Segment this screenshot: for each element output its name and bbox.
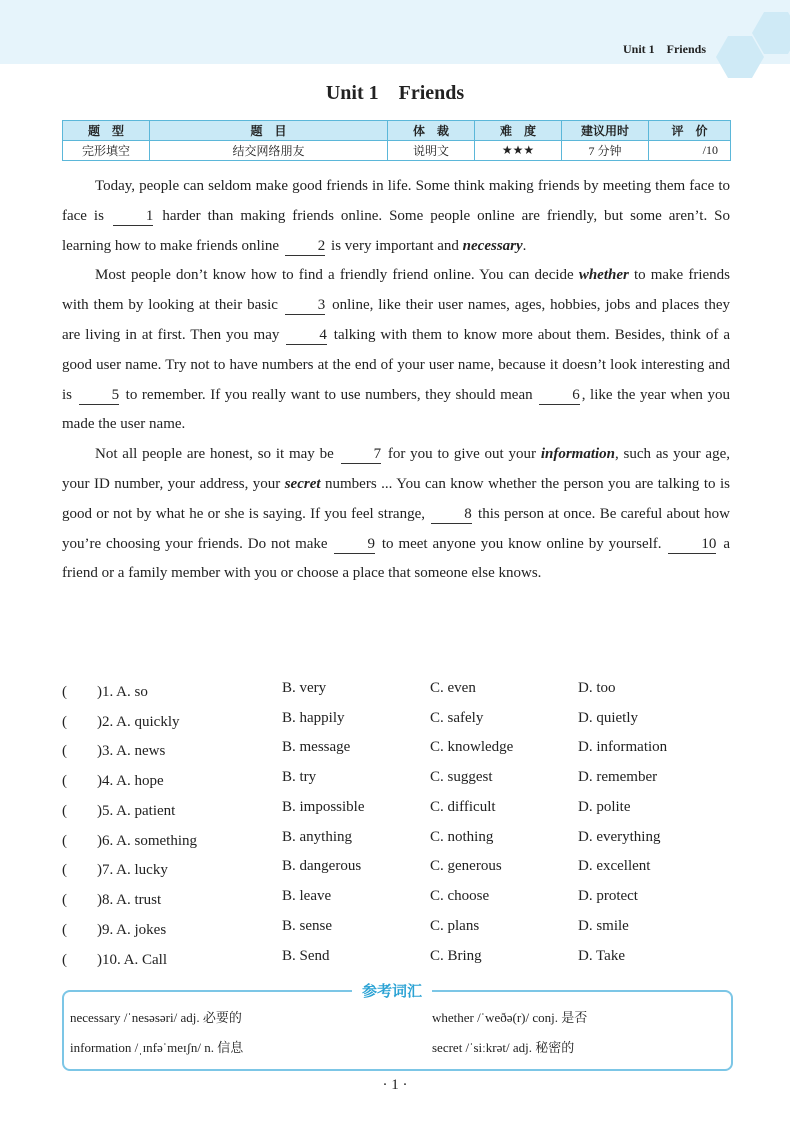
- question-row: [62, 918, 730, 942]
- question-option-d[interactable]: D. quietly: [578, 710, 638, 726]
- passage: [62, 172, 730, 589]
- question-option-d[interactable]: D. everything: [578, 829, 661, 845]
- question-row: [62, 888, 730, 912]
- question-option-a[interactable]: ( )4. A. hope: [62, 773, 164, 789]
- question-row: [62, 829, 730, 853]
- question-option-a[interactable]: ( )10. A. Call: [62, 952, 167, 968]
- blank-4[interactable]: 4: [286, 326, 327, 345]
- question-option-b[interactable]: B. Send: [282, 948, 330, 964]
- blank-7[interactable]: 7: [341, 445, 382, 464]
- table-cell: ★★★: [475, 141, 562, 161]
- keyword: whether: [578, 267, 629, 284]
- question-row: [62, 739, 730, 763]
- table-header: 题 型: [63, 121, 150, 141]
- paragraph-1: Today, people can seldom make good friends in life. Some think making friends by meeting them face to face is 1 harder than making friends online. Some people online are friendly, but some aren’t. So learning how to make friends online 2 is very important and necessary.: [62, 178, 730, 254]
- table-header: 难 度: [475, 121, 562, 141]
- question-option-a[interactable]: ( )8. A. trust: [62, 892, 162, 908]
- table-cell: 说明文: [388, 141, 475, 161]
- question-option-a[interactable]: ( )3. A. news: [62, 743, 166, 759]
- question-option-b[interactable]: B. happily: [282, 710, 345, 726]
- table-cell: 完形填空: [63, 141, 150, 161]
- keyword: information: [540, 446, 615, 463]
- question-option-c[interactable]: C. even: [430, 680, 476, 696]
- table-cell: /10: [649, 141, 731, 161]
- question-option-b[interactable]: B. message: [282, 739, 351, 755]
- vocabulary-title: 参考词汇: [352, 980, 432, 1001]
- question-option-d[interactable]: D. remember: [578, 769, 658, 785]
- question-option-b[interactable]: B. leave: [282, 888, 332, 904]
- question-option-d[interactable]: D. too: [578, 680, 616, 696]
- question-row: [62, 948, 730, 972]
- keyword: necessary: [462, 237, 523, 254]
- question-row: [62, 710, 730, 734]
- question-row: [62, 799, 730, 823]
- question-option-c[interactable]: C. difficult: [430, 799, 496, 815]
- blank-8[interactable]: 8: [431, 505, 472, 524]
- question-option-a[interactable]: ( )7. A. lucky: [62, 862, 168, 878]
- info-table: [62, 120, 731, 161]
- blank-5[interactable]: 5: [79, 386, 120, 405]
- question-option-c[interactable]: C. generous: [430, 858, 502, 874]
- running-head: Unit 1 Friends: [622, 42, 706, 56]
- vocab-item: secret /ˈsiːkrət/ adj. 秘密的: [432, 1040, 575, 1055]
- question-option-c[interactable]: C. knowledge: [430, 739, 514, 755]
- keyword: secret: [284, 475, 321, 492]
- question-option-c[interactable]: C. choose: [430, 888, 490, 904]
- blank-10[interactable]: 10: [668, 535, 716, 554]
- table-header: 题 目: [150, 121, 388, 141]
- question-option-d[interactable]: D. protect: [578, 888, 638, 904]
- page-number: · 1 ·: [382, 1077, 408, 1093]
- question-option-b[interactable]: B. anything: [282, 829, 352, 845]
- question-option-c[interactable]: C. safely: [430, 710, 484, 726]
- vocab-item: necessary /ˈnesəsəri/ adj. 必要的: [70, 1010, 242, 1025]
- question-option-d[interactable]: D. smile: [578, 918, 629, 934]
- question-option-b[interactable]: B. impossible: [282, 799, 365, 815]
- table-header: 体 裁: [388, 121, 475, 141]
- question-option-d[interactable]: D. information: [578, 739, 668, 755]
- question-option-b[interactable]: B. very: [282, 680, 327, 696]
- question-row: [62, 680, 730, 704]
- question-option-c[interactable]: C. plans: [430, 918, 480, 934]
- question-option-c[interactable]: C. Bring: [430, 948, 482, 964]
- page-title: Unit 1 Friends: [325, 82, 465, 104]
- blank-1[interactable]: 1: [113, 207, 154, 226]
- table-header: 评 价: [649, 121, 731, 141]
- vocab-item: information /ˌɪnfəˈmeɪʃn/ n. 信息: [70, 1040, 244, 1055]
- question-option-c[interactable]: C. suggest: [430, 769, 493, 785]
- blank-2[interactable]: 2: [285, 237, 326, 256]
- question-option-b[interactable]: B. try: [282, 769, 317, 785]
- table-cell: 结交网络朋友: [150, 141, 388, 161]
- vocab-item: whether /ˈweðə(r)/ conj. 是否: [432, 1010, 588, 1025]
- question-option-d[interactable]: D. Take: [578, 948, 625, 964]
- table-cell: 7 分钟: [562, 141, 649, 161]
- vocabulary-box: [62, 982, 733, 1071]
- question-option-a[interactable]: ( )2. A. quickly: [62, 714, 180, 730]
- question-row: [62, 769, 730, 793]
- question-option-d[interactable]: D. excellent: [578, 858, 651, 874]
- question-option-a[interactable]: ( )5. A. patient: [62, 803, 176, 819]
- table-header: 建议用时: [562, 121, 649, 141]
- question-row: [62, 858, 730, 882]
- paragraph-2: Most people don’t know how to find a friendly friend online. You can decide whether to make friends with them by looking at their basic 3 online, like their user names, ages, hobbies, jobs and places they are living in at first. Then you may 4 talking with them to know more about them. Besides, think of a good user name. Try not to have numbers at the end of your user name, because it doesn’t look interesting and is 5 to remember. If you really want to use numbers, they should mean 6 , like the year when you made the user name.: [62, 267, 730, 433]
- question-option-c[interactable]: C. nothing: [430, 829, 494, 845]
- paragraph-3: Not all people are honest, so it may be 7 for you to give out your information, such as your age, your ID number, your address, your secret numbers ... You can know whether the person you are talking to is good or not by what he or she is saying. If you feel strange, 8 this person at once. Be careful about how you’re choosing your friends. Do not make 9 to meet anyone you know online by yourself. 10 a friend or a family member with you or choose a place that someone else knows.: [62, 446, 730, 582]
- blank-6[interactable]: 6: [539, 386, 580, 405]
- question-option-a[interactable]: ( )9. A. jokes: [62, 922, 167, 938]
- question-option-d[interactable]: D. polite: [578, 799, 631, 815]
- question-option-b[interactable]: B. sense: [282, 918, 332, 934]
- blank-3[interactable]: 3: [285, 296, 326, 315]
- question-option-a[interactable]: ( )1. A. so: [62, 684, 148, 700]
- blank-9[interactable]: 9: [334, 535, 375, 554]
- question-option-b[interactable]: B. dangerous: [282, 858, 362, 874]
- question-option-a[interactable]: ( )6. A. something: [62, 833, 197, 849]
